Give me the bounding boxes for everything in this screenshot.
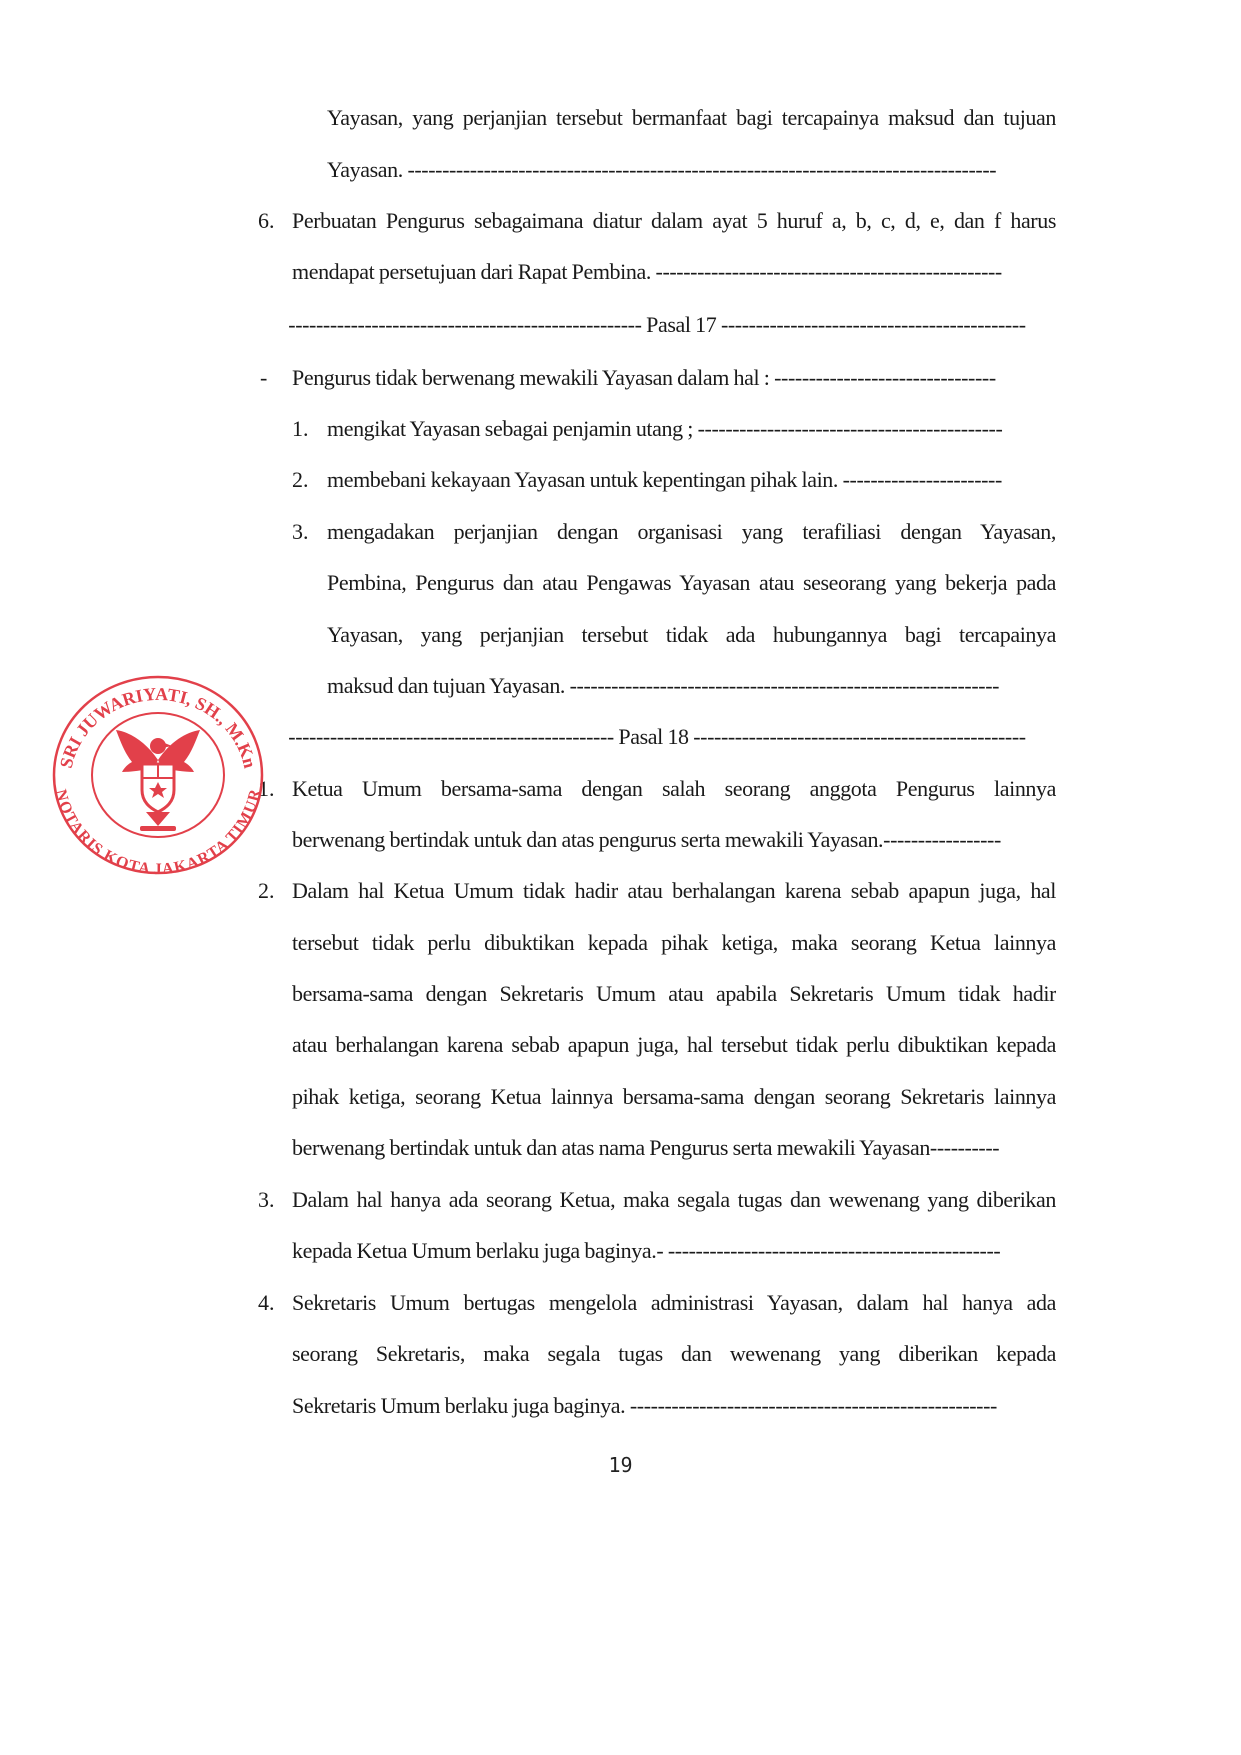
pasal-17-item-3-line-3: Yayasan, yang perjanjian tersebut tidak ada hubungannya bagi tercapainya [327,622,1056,647]
pasal-18-item-2-line-6: berwenang bertindak untuk dan atas nama Pengurus serta mewakili Yayasan---------- [292,1135,1000,1160]
pasal-17-item-3-line-4: maksud dan tujuan Yayasan. -------------------------------------------------------------- [327,673,1000,698]
pasal-18-item-4-line-3: Sekretaris Umum berlaku juga baginya. ----------------------------------------------------- [292,1393,997,1418]
intro-line-1: Yayasan, yang perjanjian tersebut bermanfaat bagi tercapainya maksud dan tujuan [327,105,1056,130]
pasal-18-item-3-line-2: kepada Ketua Umum berlaku juga baginya.- ------------------------------------------------ [292,1238,1001,1263]
pasal-17-bullet: - [260,365,268,390]
pasal-18-item-1-line-2: berwenang bertindak untuk dan atas pengurus serta mewakili Yayasan.----------------- [292,827,1001,852]
pasal-18-item-4-line-2: seorang Sekretaris, maka segala tugas dan wewenang yang diberikan kepada [292,1341,1056,1366]
notary-stamp [50,672,266,878]
pasal-18-item-2-line-3: bersama-sama dengan Sekretaris Umum atau apabila Sekretaris Umum tidak hadir [292,981,1056,1006]
pasal-17-heading: --------------------------------------------------- Pasal 17 -------------------------------------------- [288,312,1026,337]
pasal-17-item-3-number: 3. [292,519,309,544]
pasal-18-item-3-line-1: Dalam hal hanya ada seorang Ketua, maka segala tugas dan wewenang yang diberikan [292,1187,1056,1212]
pasal-18-item-4-line-1: Sekretaris Umum bertugas mengelola administrasi Yayasan, dalam hal hanya ada [292,1290,1056,1315]
pasal-18-item-1-number: 1. [258,776,275,801]
pasal-18-item-2-line-5: pihak ketiga, seorang Ketua lainnya bersama-sama dengan seorang Sekretaris lainnya [292,1084,1056,1109]
pasal-17-item-2-number: 2. [292,467,309,492]
pasal-17-intro: Pengurus tidak berwenang mewakili Yayasan dalam hal : -------------------------------- [292,365,996,390]
pasal-18-item-4-number: 4. [258,1290,275,1315]
item-6-line-1: Perbuatan Pengurus sebagaimana diatur dalam ayat 5 huruf a, b, c, d, e, dan f harus [292,208,1056,233]
pasal-17-item-1-number: 1. [292,416,309,441]
pasal-18-item-1-line-1: Ketua Umum bersama-sama dengan salah seorang anggota Pengurus lainnya [292,776,1056,801]
pasal-18-item-2-line-1: Dalam hal Ketua Umum tidak hadir atau berhalangan karena sebab apapun juga, hal [292,878,1056,903]
pasal-18-heading: ----------------------------------------------- Pasal 18 ------------------------------------------------ [288,724,1026,749]
page-number: 19 [608,1453,633,1477]
pasal-18-item-2-number: 2. [258,878,275,903]
intro-line-2: Yayasan. ------------------------------------------------------------------------------------- [327,157,997,182]
stamp-bottom-text: NOTARIS KOTA JAKARTA TIMUR [51,787,265,878]
pasal-17-item-3-line-1: mengadakan perjanjian dengan organisasi yang terafiliasi dengan Yayasan, [327,519,1056,544]
pasal-17-item-2-line-1: membebani kekayaan Yayasan untuk kepentingan pihak lain. ----------------------- [327,467,1002,492]
pasal-18-item-2-line-2: tersebut tidak perlu dibuktikan kepada pihak ketiga, maka seorang Ketua lainnya [292,930,1056,955]
pasal-17-item-3-line-2: Pembina, Pengurus dan atau Pengawas Yayasan atau seseorang yang bekerja pada [327,570,1056,595]
garuda-emblem-icon [116,730,200,831]
pasal-18-item-3-number: 3. [258,1187,275,1212]
stamp-top-text: SRI JUWARIYATI, SH., M.Kn [55,683,261,771]
item-6-number: 6. [258,208,275,233]
pasal-17-item-1-line-1: mengikat Yayasan sebagai penjamin utang ; -------------------------------------------- [327,416,1003,441]
item-6-line-2: mendapat persetujuan dari Rapat Pembina. -------------------------------------------------- [292,259,1002,284]
pasal-18-item-2-line-4: atau berhalangan karena sebab apapun juga, hal tersebut tidak perlu dibuktikan kepada [292,1032,1056,1057]
svg-text:SRI JUWARIYATI, SH., M.Kn [56,684,261,770]
